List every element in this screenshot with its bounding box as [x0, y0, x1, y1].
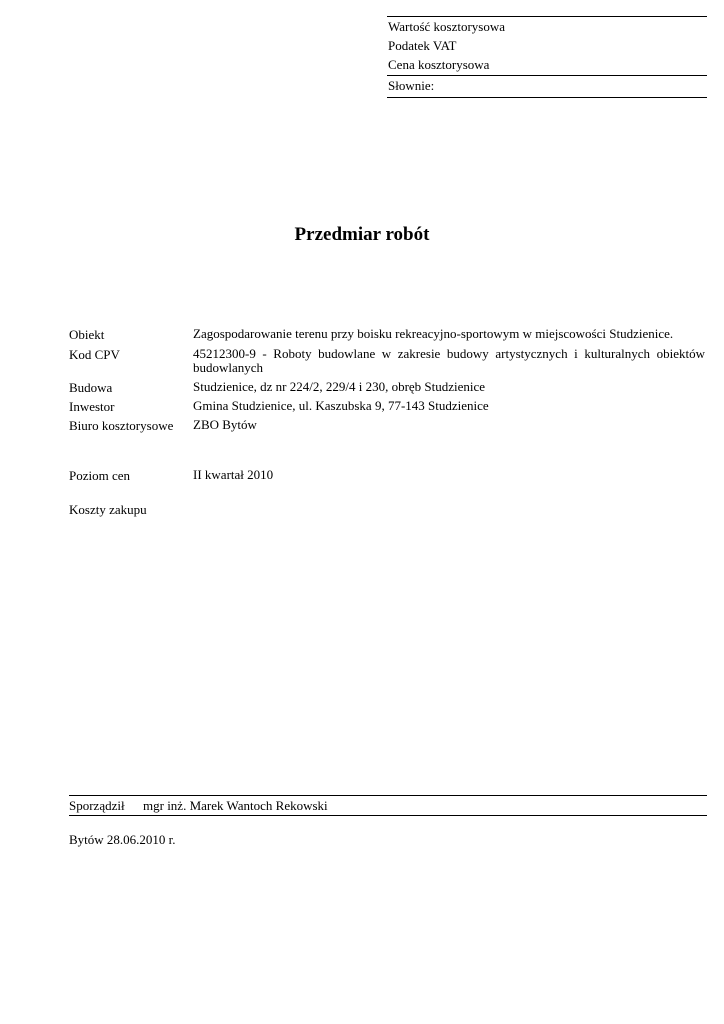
price-level-value: II kwartał 2010 — [193, 467, 274, 482]
purchase-costs-label: Koszty zakupu — [69, 502, 147, 517]
vat-label: Podatek VAT — [388, 38, 457, 53]
price-level-label: Poziom cen — [69, 468, 131, 483]
prepared-by-bottom-rule — [69, 815, 707, 816]
investor-value: Gmina Studzienice, ul. Kaszubska 9, 77-143 Studzienice — [193, 398, 489, 413]
summary-bottom-rule — [387, 97, 707, 98]
summary-top-rule — [387, 16, 707, 17]
construction-label: Budowa — [69, 380, 113, 395]
prepared-by-top-rule — [69, 795, 707, 796]
cost-office-label: Biuro kosztorysowe — [69, 418, 174, 433]
construction-value: Studzienice, dz nr 224/2, 229/4 i 230, obręb Studzienice — [193, 379, 486, 394]
cpv-code-label: Kod CPV — [69, 347, 120, 362]
investor-label: Inwestor — [69, 399, 115, 414]
summary-mid-rule — [387, 75, 707, 76]
page-title: Przedmiar robót — [294, 224, 430, 245]
cost-office-value: ZBO Bytów — [193, 417, 257, 432]
in-words-label: Słownie: — [388, 78, 435, 93]
object-value: Zagospodarowanie terenu przy boisku rekreacyjno-sportowym w miejscowości Studzienice. — [193, 326, 674, 341]
estimated-value-label: Wartość kosztorysowa — [388, 19, 506, 34]
estimated-price-label: Cena kosztorysowa — [388, 57, 490, 72]
prepared-by-value: mgr inż. Marek Wantoch Rekowski — [143, 798, 328, 813]
object-label: Obiekt — [69, 327, 105, 342]
prepared-by-label: Sporządził — [69, 798, 125, 813]
cpv-code-value: 45212300-9 - Roboty budowlane w zakresie budowy artystycznych i kulturalnych obiektów budowlanych — [193, 346, 705, 375]
place-date: Bytów 28.06.2010 r. — [69, 832, 176, 847]
